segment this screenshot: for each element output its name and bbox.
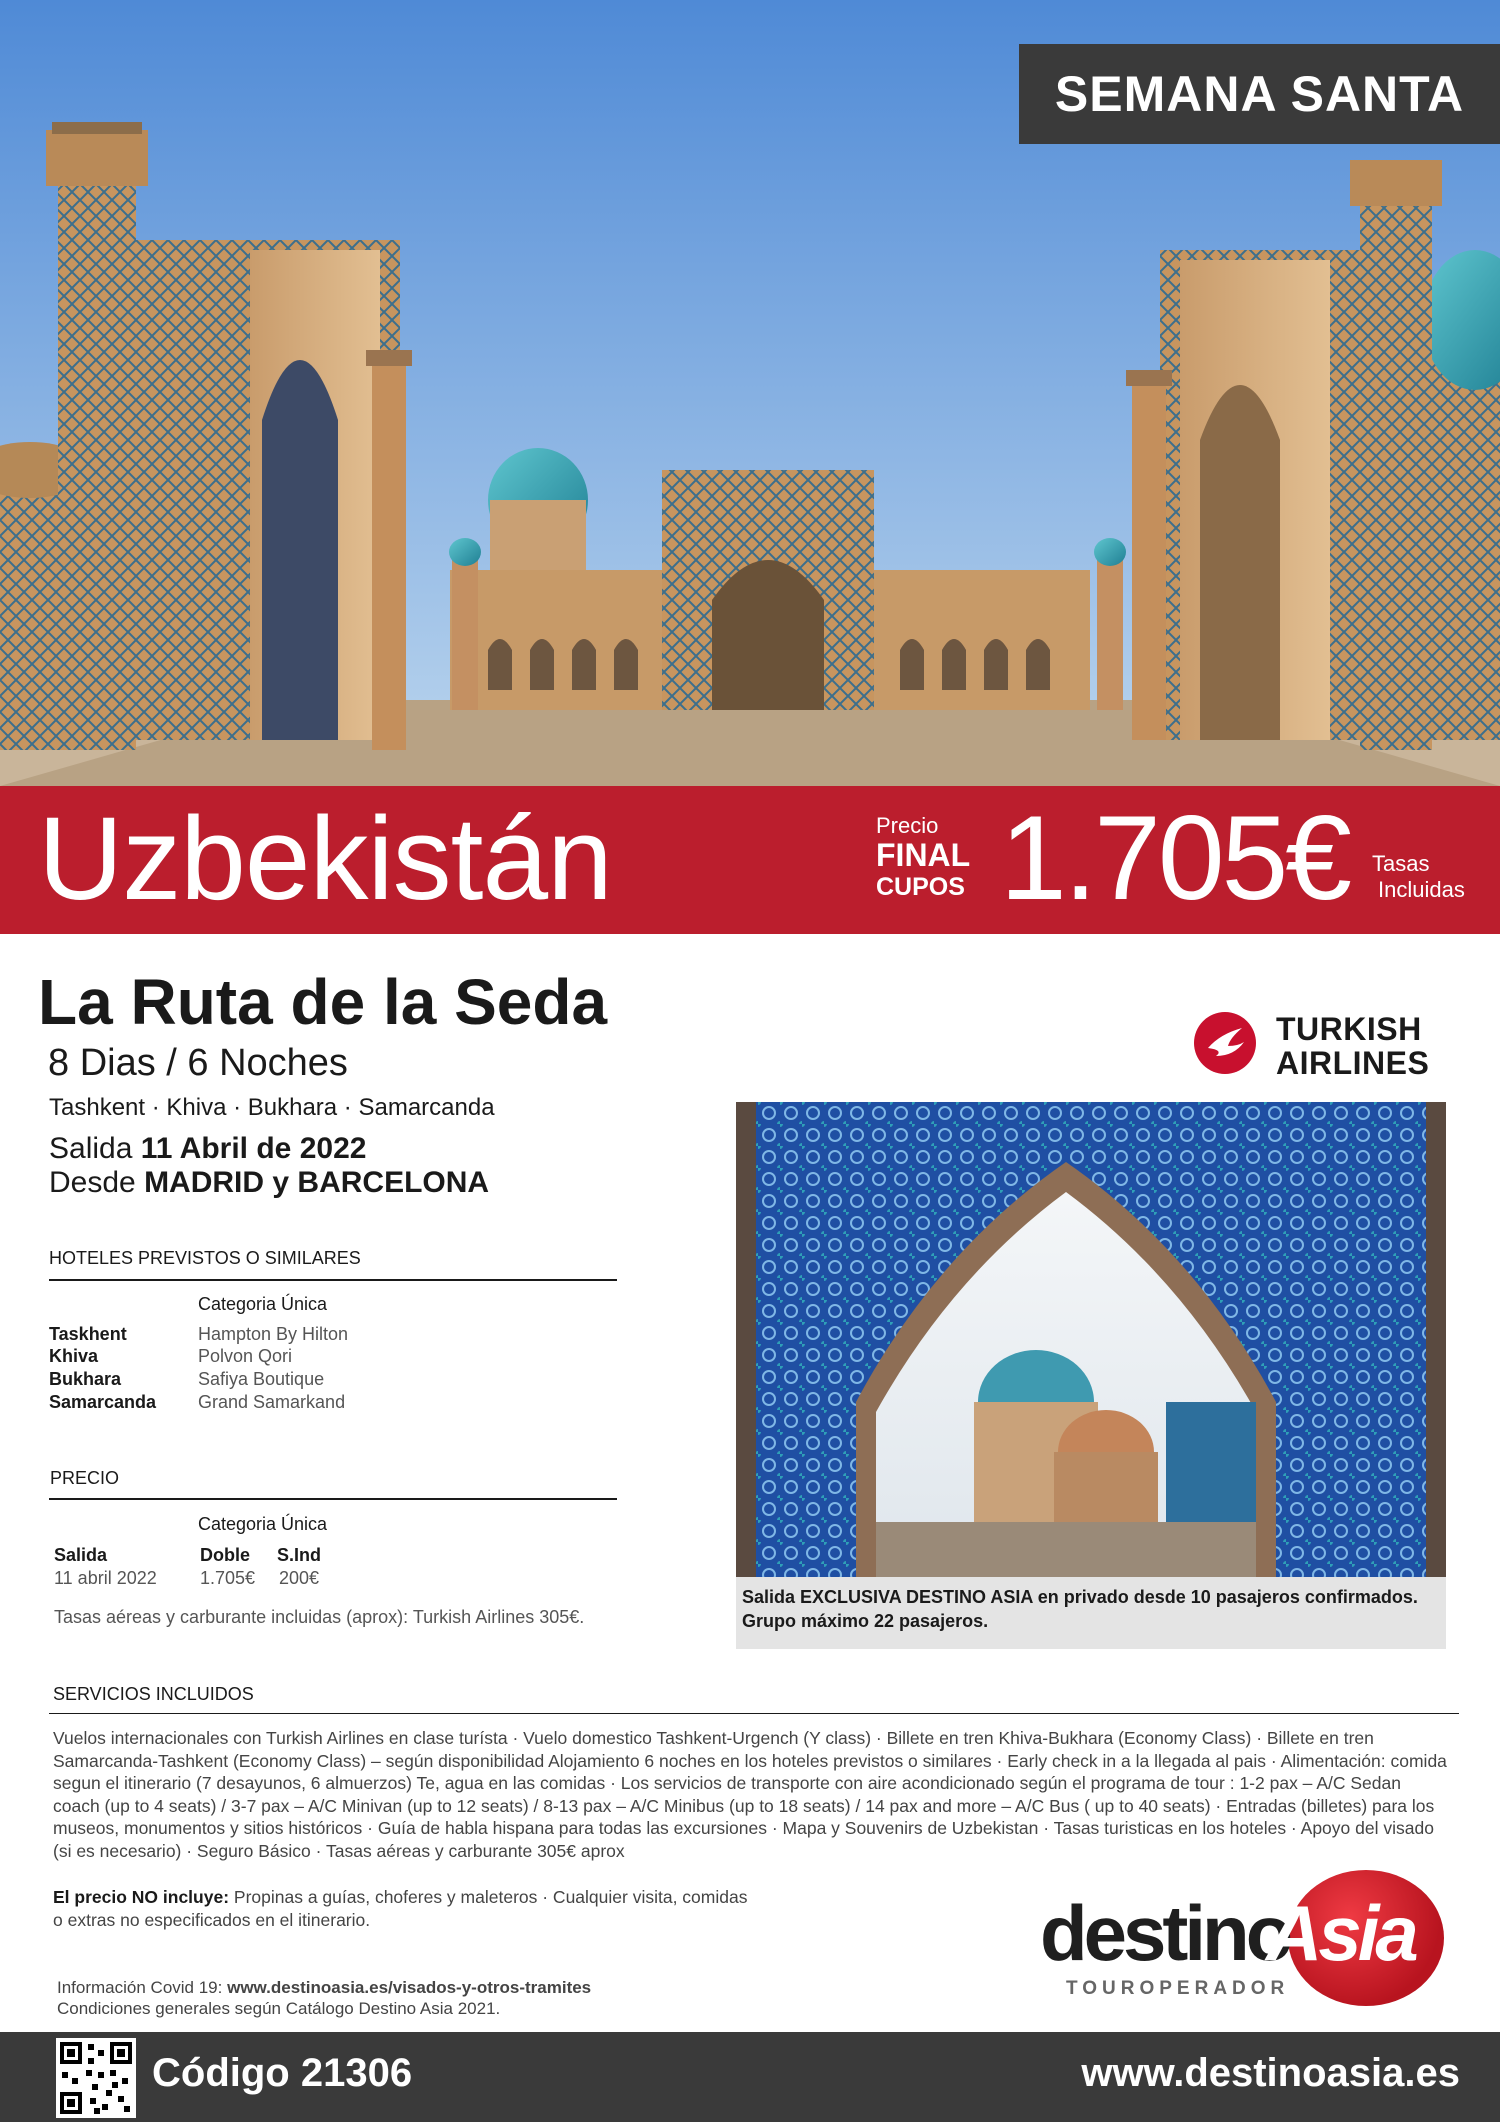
taxes-note: Tasas aéreas y carburante incluidas (aprox): Turkish Airlines 305€. (54, 1607, 585, 1627)
hotels-heading: HOTELES PREVISTOS O SIMILARES (49, 1248, 361, 1268)
logo-word: destino (1040, 1889, 1290, 1977)
general-conditions: Condiciones generales según Catálogo Destino Asia 2021. (57, 1999, 501, 2018)
hotels-divider (49, 1279, 617, 1281)
hotels-category: Categoria Única (198, 1294, 328, 1314)
hotel-name: Hampton By Hilton (198, 1324, 349, 1344)
price-row-double: 1.705€ (200, 1568, 256, 1588)
trip-title: La Ruta de la Seda (38, 966, 608, 1038)
hotel-name: Polvon Qori (198, 1346, 293, 1366)
price-final-label: FINAL (876, 837, 971, 873)
hotel-name: Safiya Boutique (198, 1369, 325, 1389)
departure-date: 11 Abril de 2022 (140, 1132, 367, 1165)
trip-route: Tashkent · Khiva · Bukhara · Samarcanda (49, 1094, 495, 1121)
price-col-double: Doble (200, 1545, 251, 1565)
covid-info (57, 1977, 591, 1999)
not-included-text (53, 1886, 753, 1931)
origin-label: Desde (49, 1166, 136, 1199)
destination-price-band (0, 786, 1500, 934)
hotel-city: Bukhara (49, 1369, 122, 1389)
caption-line2: Grupo máximo 22 pasajeros. (742, 1611, 989, 1631)
departure-label: Salida (49, 1132, 133, 1165)
not-included-label: El precio NO incluye: (53, 1887, 230, 1907)
arch-illustration (736, 1102, 1446, 1577)
price-heading: PRECIO (50, 1468, 120, 1488)
destino-asia-logo (1040, 1870, 1460, 2010)
departure-line (49, 1132, 366, 1166)
price-col-departure: Salida (54, 1545, 108, 1565)
covid-link[interactable]: www.destinoasia.es/visados-y-otros-tramites (227, 1978, 592, 1997)
price-amount: 1.705€ (1000, 791, 1350, 925)
trip-duration: 8 Dias / 6 Noches (48, 1042, 348, 1084)
services-heading: SERVICIOS INCLUIDOS (53, 1684, 254, 1704)
logo-accent: Asia (1266, 1889, 1415, 1977)
hotel-city: Taskhent (49, 1324, 127, 1344)
destination-title: Uzbekistán (38, 793, 612, 925)
covid-label: Información Covid 19: (57, 1978, 228, 1997)
origin-cities: MADRID y BARCELONA (144, 1166, 490, 1199)
price-row-departure: 11 abril 2022 (54, 1568, 157, 1588)
price-col-single: S.Ind (277, 1545, 321, 1565)
website-link[interactable]: www.destinoasia.es (1081, 2051, 1460, 2095)
caption-line1: Salida EXCLUSIVA DESTINO ASIA en privado desde 10 pasajeros confirmados. (742, 1587, 1418, 1607)
taxes-label-line1: Tasas (1372, 851, 1430, 876)
services-divider (49, 1713, 1459, 1714)
price-divider (49, 1498, 617, 1500)
origin-line (49, 1166, 489, 1200)
qr-code-icon[interactable] (56, 2038, 136, 2118)
airline-name (1276, 1012, 1429, 1080)
exclusive-departure-caption (736, 1577, 1446, 1649)
turkish-airlines-bird-logo (1194, 1012, 1256, 1074)
shah-i-zinda-photo (736, 1102, 1446, 1577)
footer-bar (0, 2032, 1500, 2122)
hotel-city: Samarcanda (49, 1392, 157, 1412)
not-included-details: Propinas a guías, choferes y maleteros · Cualquier visita, comidas o extras no especificados en el itinerario. (53, 1887, 748, 1930)
hotel-city: Khiva (49, 1346, 99, 1366)
season-badge: SEMANA SANTA (1019, 44, 1500, 144)
logo-subtitle: TOUROPERADOR (1066, 1978, 1290, 1999)
hero-image (0, 0, 1500, 786)
taxes-label-line2: Incluidas (1378, 877, 1465, 902)
price-category: Categoria Única (198, 1514, 328, 1534)
airline-name-line1: TURKISH (1276, 1011, 1422, 1047)
hotel-name: Grand Samarkand (198, 1392, 346, 1412)
package-code: Código 21306 (152, 2051, 413, 2095)
airline-name-line2: AIRLINES (1276, 1045, 1430, 1081)
price-cupos-label: CUPOS (876, 873, 965, 901)
price-row-single: 200€ (279, 1568, 320, 1588)
price-label: Precio (876, 813, 939, 838)
services-included-text: Vuelos internacionales con Turkish Airlines en clase turísta · Vuelo domestico Tashkent-Urgench (Y class) · Billete en tren Khiva-Bukhara (Economy Class) · Billete en tren Samarcanda-Tashkent (Economy Class) – según disponibilidad Alojamiento 6 noches en los hoteles previstos o similares · Early check in a la llegada al pais · Alimentación: comida segun el itinerario (7 desayunos, 6 almuerzos) Te, agua en las comidas · Los servicios de transporte con aire acondicionado según el programa de tour : 1-2 pax – A/C Sedan coach (up to 4 seats) / 3-7 pax – A/C Minivan (up to 12 seats) / 8-13 pax – A/C Minibus (up to 18 seats) / 14 pax and more – A/C Bus ( up to 40 seats) · Entradas (billetes) para los museos, monumentos y sitios históricos · Guía de habla hispana para todas las excursiones · Mapa y Souvenirs de Uzbekistan · Tasas turisticas en los hoteles · Apoyo del visado (si es necesario) · Seguro Básico · Tasas aéreas y carburante 305€ aprox (53, 1728, 1447, 1861)
